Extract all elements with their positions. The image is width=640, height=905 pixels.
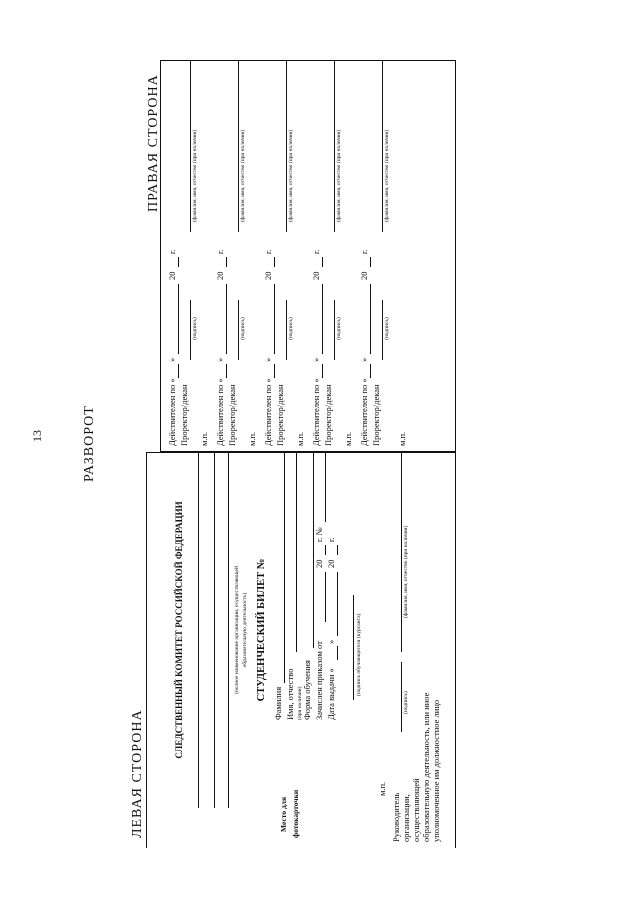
role-label: Проректор/декан	[227, 384, 237, 446]
valid-month-line	[370, 284, 371, 354]
enrolled-date-line	[325, 572, 326, 622]
study-form-label: Форма обучения	[302, 660, 312, 720]
org-line-2	[214, 452, 215, 808]
valid-month-line	[178, 284, 179, 354]
valid-month-line	[274, 284, 275, 354]
surname-line	[284, 452, 285, 683]
issue-day-line	[337, 646, 338, 660]
name-line	[296, 452, 297, 652]
stamp-mark: м.п.	[295, 431, 305, 446]
right-panel-frame	[160, 60, 456, 452]
valid-day-line	[226, 364, 227, 378]
ticket-title: СТУДЕНЧЕСКИЙ БИЛЕТ №	[256, 558, 267, 702]
valid-year-prefix: 20	[167, 271, 177, 280]
valid-month-line	[322, 284, 323, 354]
enrolled-year-prefix: 20	[314, 559, 324, 568]
issue-date-label: Дата выдачи «	[326, 668, 336, 720]
right-panel	[160, 60, 456, 452]
head-line-5: уполномоченное им должностное лицо	[431, 699, 441, 842]
left-stamp-mark: м.п.	[377, 781, 387, 796]
head-name-hint: (фамилия, имя, отчество (при наличии)	[403, 525, 409, 618]
valid-quote-close: »	[215, 357, 225, 362]
head-line-2: организации,	[401, 794, 411, 842]
valid-year-suffix: г.	[311, 249, 321, 254]
photo-placeholder-2: фотокарточки	[291, 789, 300, 838]
signature-hint: (подпись)	[192, 317, 198, 340]
valid-year-line	[274, 257, 275, 267]
valid-until-label: Действителен по «	[359, 378, 369, 446]
head-line-3: осуществляющей	[411, 778, 421, 842]
name-label: Имя, отчество	[285, 668, 295, 720]
name-hint: (фамилия, имя, отчество (при наличии)	[384, 129, 390, 222]
valid-quote-close: »	[167, 357, 177, 362]
role-signature-line	[190, 300, 191, 360]
order-number-line	[325, 452, 326, 522]
head-line-1: Руководитель	[391, 792, 401, 842]
valid-year-suffix: г.	[263, 249, 273, 254]
order-number-label: г. №	[314, 527, 324, 542]
name-hint: (фамилия, имя, отчество (при наличии)	[192, 129, 198, 222]
photo-placeholder-1: Место для	[279, 797, 288, 832]
head-signature-line	[401, 662, 402, 732]
org-hint-1: (полное наименование организации, осуществляющей	[234, 566, 240, 694]
role-label: Проректор/декан	[371, 384, 381, 446]
valid-quote-close: »	[359, 357, 369, 362]
role-name-line	[190, 60, 191, 232]
valid-until-label: Действителен по «	[215, 378, 225, 446]
valid-year-suffix: г.	[359, 249, 369, 254]
signature-hint: (подпись)	[288, 317, 294, 340]
valid-day-line	[178, 364, 179, 378]
valid-year-prefix: 20	[359, 271, 369, 280]
head-signature-hint: (подпись)	[403, 691, 409, 714]
valid-until-label: Действителен по «	[167, 378, 177, 446]
role-name-line	[286, 60, 287, 232]
valid-year-prefix: 20	[215, 271, 225, 280]
role-signature-line	[286, 300, 287, 360]
spread-title: РАЗВОРОТ	[82, 405, 97, 482]
valid-year-suffix: г.	[215, 249, 225, 254]
left-side-caption: ЛЕВАЯ СТОРОНА	[130, 709, 145, 838]
valid-until-label: Действителен по «	[263, 378, 273, 446]
name-hint: (при наличии)	[297, 686, 303, 720]
valid-day-line	[370, 364, 371, 378]
left-panel	[146, 452, 456, 848]
valid-day-line	[322, 364, 323, 378]
role-signature-line	[238, 300, 239, 360]
role-name-line	[334, 60, 335, 232]
stamp-mark: м.п.	[247, 431, 257, 446]
valid-day-line	[274, 364, 275, 378]
valid-year-line	[322, 257, 323, 267]
valid-year-suffix: г.	[167, 249, 177, 254]
stamp-mark: м.п.	[397, 431, 407, 446]
valid-quote-close: »	[311, 357, 321, 362]
valid-month-line	[226, 284, 227, 354]
signature-hint: (подпись)	[336, 317, 342, 340]
valid-year-prefix: 20	[263, 271, 273, 280]
name-hint: (фамилия, имя, отчество (при наличии)	[336, 129, 342, 222]
valid-year-prefix: 20	[311, 271, 321, 280]
role-name-line	[382, 60, 383, 232]
valid-year-line	[226, 257, 227, 267]
org-hint-2: образовательную деятельность)	[242, 592, 248, 668]
surname-label: Фамилия	[273, 686, 283, 720]
org-line-3	[228, 452, 229, 808]
signature-hint: (подпись)	[240, 317, 246, 340]
stamp-mark: м.п.	[199, 431, 209, 446]
valid-until-label: Действителен по «	[311, 378, 321, 446]
org-line-1	[198, 452, 199, 808]
issue-year-line	[337, 545, 338, 555]
study-form-line	[313, 452, 314, 648]
student-signature-line	[353, 595, 354, 700]
page-number: 13	[30, 430, 44, 442]
signature-hint: (подпись)	[384, 317, 390, 340]
name-hint: (фамилия, имя, отчество (при наличии)	[288, 129, 294, 222]
enrolled-label: Зачислен приказом от	[314, 641, 324, 720]
issue-quote-close: »	[326, 639, 336, 644]
role-label: Проректор/декан	[323, 384, 333, 446]
valid-year-line	[370, 257, 371, 267]
head-line-4: образовательную деятельность, или иное	[421, 692, 431, 842]
org-name: СЛЕДСТВЕННЫЙ КОМИТЕТ РОССИЙСКОЙ ФЕДЕРАЦИИ	[174, 501, 184, 759]
valid-quote-close: »	[263, 357, 273, 362]
role-name-line	[238, 60, 239, 232]
name-hint: (фамилия, имя, отчество (при наличии)	[240, 129, 246, 222]
enrolled-year-line	[325, 545, 326, 555]
head-name-line	[401, 452, 402, 652]
valid-year-line	[178, 257, 179, 267]
left-panel-frame	[146, 452, 456, 848]
student-signature-hint: (подпись обучающегося (курсанта)	[356, 613, 362, 696]
issue-year-prefix: 20	[326, 559, 336, 568]
role-label: Проректор/декан	[275, 384, 285, 446]
issue-month-line	[337, 572, 338, 636]
right-side-caption: ПРАВАЯ СТОРОНА	[146, 74, 161, 212]
stamp-mark: м.п.	[343, 431, 353, 446]
role-signature-line	[334, 300, 335, 360]
role-label: Проректор/декан	[179, 384, 189, 446]
role-signature-line	[382, 300, 383, 360]
issue-year-suffix: г.	[326, 537, 336, 542]
